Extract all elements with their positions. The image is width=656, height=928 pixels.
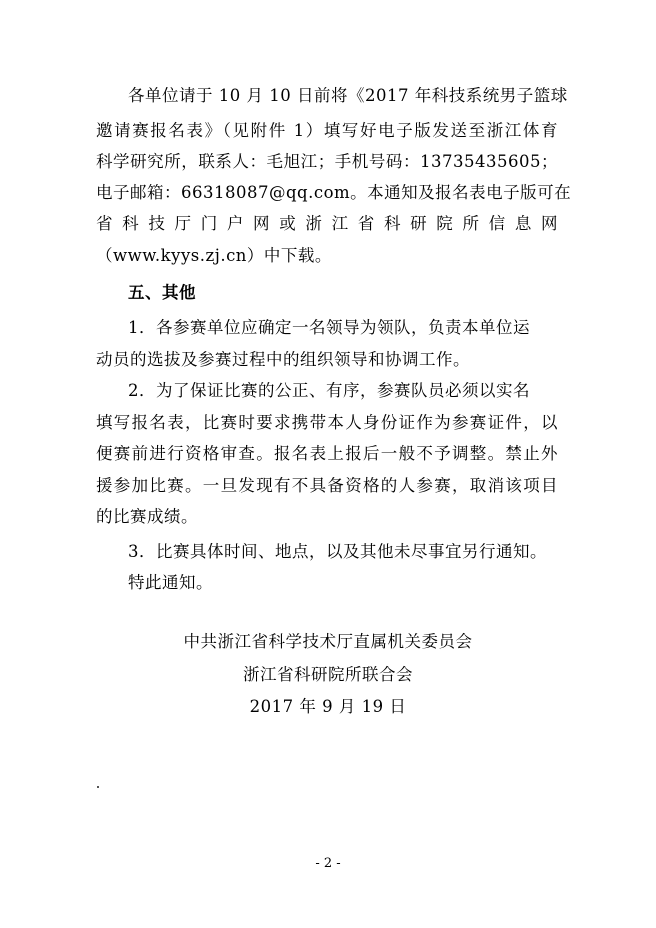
registration-paragraph-line-4: 电子邮箱：66318087@qq.com。本通知及报名表电子版可在 [96, 183, 572, 202]
registration-paragraph-line-1: 各单位请于 10 月 10 日前将《2017 年科技系统男子篮球 [128, 86, 568, 105]
item-2-line-2: 填写报名表，比赛时要求携带本人身份证作为参赛证件，以 [96, 413, 558, 432]
item-2-line-1: 2．为了保证比赛的公正、有序，参赛队员必须以实名 [128, 381, 530, 400]
registration-paragraph-line-5: 省科技厅门户网或浙江省科研院所信息网 [96, 214, 558, 233]
section-heading: 五、其他 [128, 283, 196, 302]
item-2-line-5: 的比赛成绩。 [96, 507, 198, 526]
item-1-line-1: 1．各参赛单位应确定一名领导为领队，负责本单位运 [128, 318, 530, 337]
signature-org-1: 中共浙江省科学技术厅直属机关委员会 [183, 632, 473, 651]
signature-date: 2017 年 9 月 19 日 [249, 697, 407, 716]
scan-dot-mark [97, 786, 99, 788]
item-2-line-4: 援参加比赛。一旦发现有不具备资格的人参赛，取消该项目 [96, 476, 558, 495]
item-1-line-2: 动员的选拔及参赛过程中的组织领导和协调工作。 [96, 350, 470, 369]
registration-paragraph-line-3: 科学研究所，联系人：毛旭江；手机号码：13735435605； [96, 152, 558, 171]
item-2-line-3: 便赛前进行资格审查。报名表上报后一般不予调整。禁止外 [96, 444, 558, 463]
registration-paragraph-line-2: 邀请赛报名表》（见附件 1）填写好电子版发送至浙江体育 [96, 121, 558, 140]
closing-text: 特此通知。 [128, 573, 213, 592]
item-3-line-1: 3．比赛具体时间、地点，以及其他未尽事宜另行通知。 [128, 542, 547, 561]
registration-paragraph-line-6: （www.kyys.zj.cn）中下载。 [96, 246, 332, 265]
signature-org-2: 浙江省科研院所联合会 [243, 665, 413, 684]
page-number: - 2 - [315, 856, 341, 871]
